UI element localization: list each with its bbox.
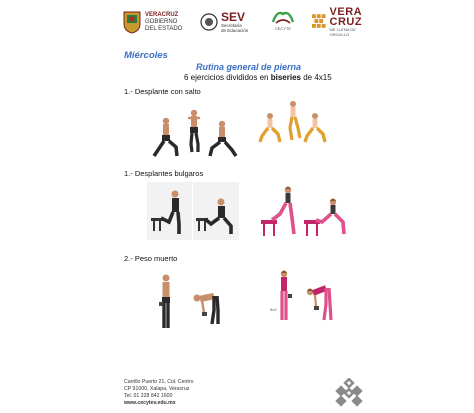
bulgarian-split-man-1-illustration (147, 182, 192, 240)
footer-line-2: CP 91000, Xalapa, Veracruz (124, 386, 190, 392)
sev-emblem-icon (200, 10, 218, 34)
sev-logo-sub1: Secretaría (221, 23, 242, 28)
sev-logo-title: SEV (221, 10, 246, 24)
footer-pattern-logo (334, 378, 364, 408)
pride-pattern-icon (311, 12, 327, 32)
routine-sub-bold: biseries (270, 73, 301, 82)
exercise-title-1: 1.- Desplante con salto (124, 87, 201, 96)
cruz-logo-line2: CRUZ (329, 16, 363, 28)
jump-lunge-man-illustration (150, 104, 238, 160)
exercise-photo-jump-lunge-man (150, 104, 238, 160)
cecyte-logo-label: CECYTE (274, 26, 292, 31)
footer-line-1: Carrillo Puerto 21, Col. Centro (124, 379, 194, 385)
sev-logo (200, 8, 260, 36)
routine-sub-pre: 6 ejercicios divididos en (184, 73, 271, 82)
footer-pattern-icon (334, 378, 364, 408)
deadlift-man-illustration (150, 268, 230, 334)
bulgarian-split-man-2-illustration (193, 182, 239, 240)
day-title: Miércoles (124, 50, 168, 61)
cecyte-emblem-icon (270, 8, 296, 26)
routine-sub-post: de 4x15 (300, 73, 332, 82)
exercise-photo-bulgarian-split-woman (258, 182, 350, 240)
exercise-photo-bulgarian-split-man-1 (147, 182, 192, 240)
exercise-photo-jump-lunge-woman (258, 98, 328, 148)
footer-line-3: Tel. 01 228 842 1600 (124, 393, 173, 399)
footer-line-4: www.cecytev.edu.mx (124, 400, 176, 406)
vera-logo-line1: VERA (329, 6, 363, 18)
bulgarian-split-woman-illustration (258, 182, 350, 240)
veracruz-government-logo (122, 8, 188, 36)
veracruz-logo-line3: DEL ESTADO (145, 25, 183, 32)
deadlift-woman-illustration (268, 266, 340, 328)
routine-title: Rutina general de pierna (196, 62, 302, 72)
footer-address (124, 379, 193, 407)
vera-cruz-pride-logo (311, 8, 375, 36)
veracruz-logo-line1: VERACRUZ (145, 11, 179, 18)
exercise-title-3: 2.- Peso muerto (124, 254, 178, 263)
exercise-photo-deadlift-man (150, 268, 230, 334)
exercise-photo-bulgarian-split-man-2 (193, 182, 239, 240)
cecyte-logo (268, 8, 298, 36)
vera-logo-tagline: ME LLENA DE ORGULLO (329, 27, 356, 37)
routine-subtitle (184, 73, 332, 82)
sev-logo-sub2: de Educación (221, 28, 249, 33)
deadlift-photo-label: 5x3 (270, 307, 277, 312)
veracruz-logo-line2: GOBIERNO (145, 18, 178, 25)
exercise-photo-deadlift-woman (268, 266, 340, 328)
jump-lunge-woman-illustration (258, 98, 328, 148)
exercise-title-2: 1.- Desplantes bulgaros (124, 169, 204, 178)
coat-of-arms-icon (122, 10, 142, 34)
